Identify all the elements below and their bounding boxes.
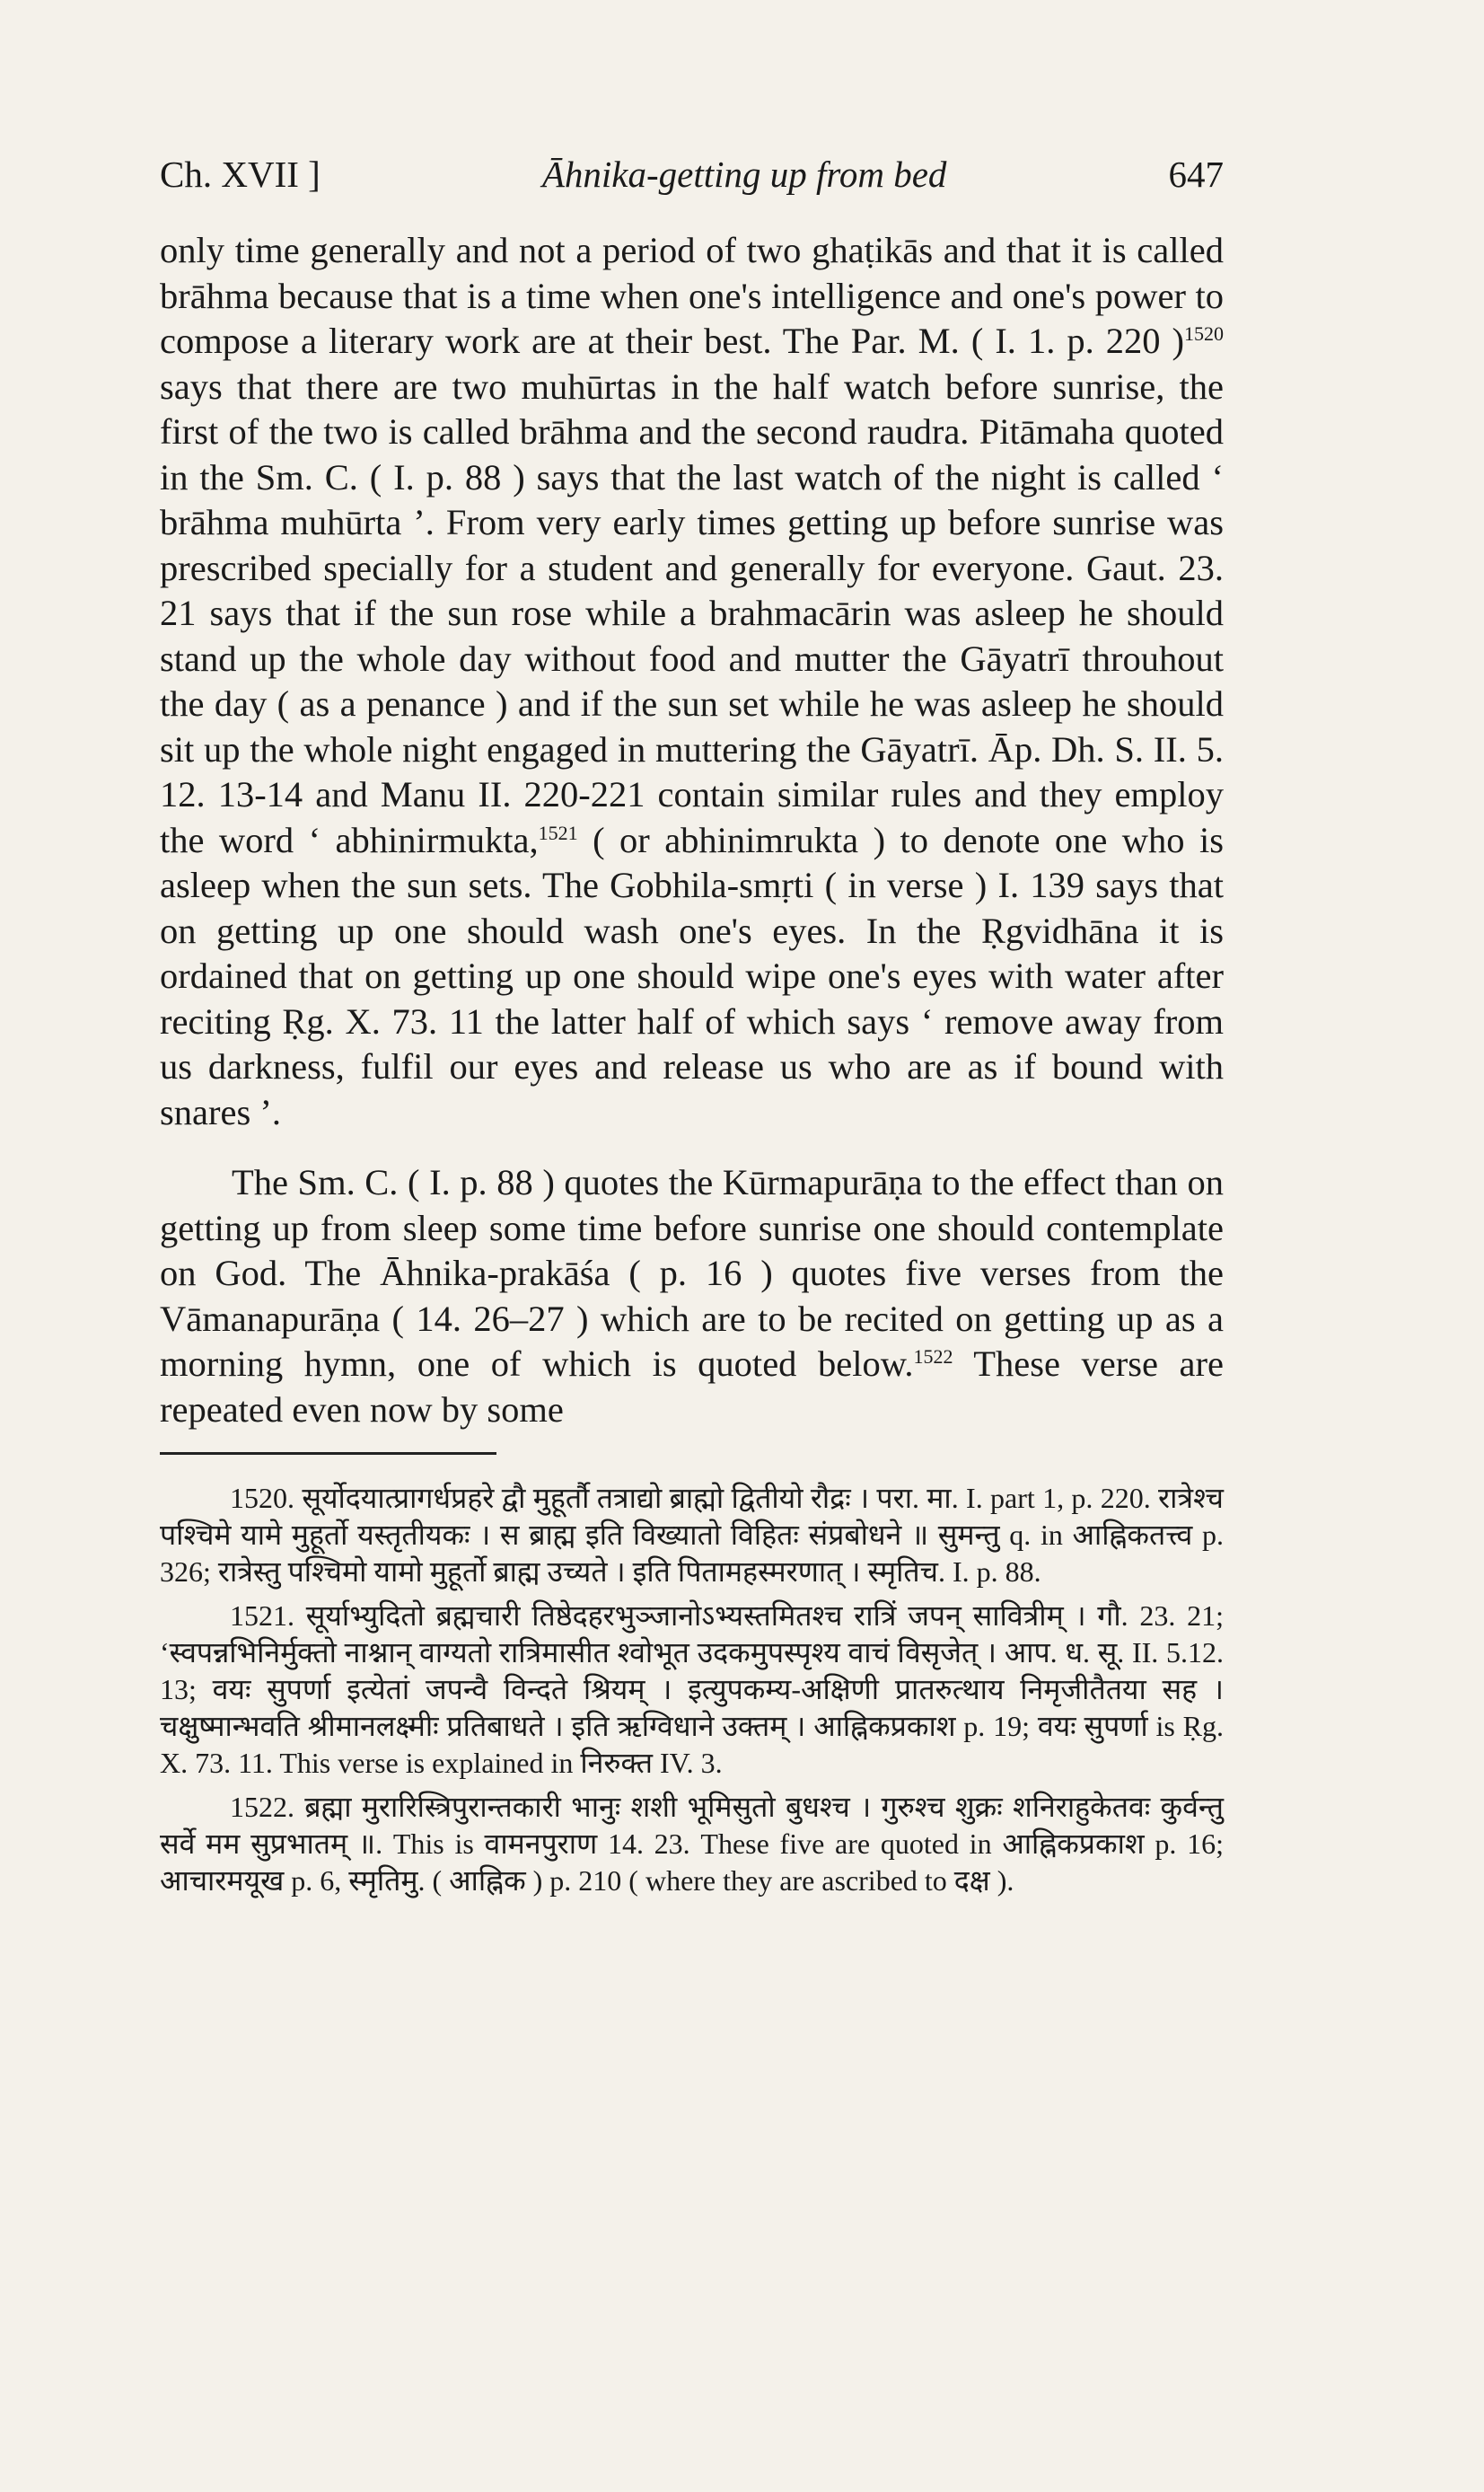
- footnotes: [160, 1480, 1224, 1899]
- footnote: 1520. सूर्योदयात्प्रागर्धप्रहरे द्वौ मुहूर्तौ तत्राद्यो ब्राह्मो द्वितीयो रौद्रः । परा. मा. I. part 1, p. 220. रात्रेश्च पश्चिमे यामे मुहूर्तो यस्तृतीयकः । स ब्राह्म इति विख्यातो विहितः संप्रबोधने ॥ सुमन्तु q. in आह्निकतत्त्व p. 326; रात्रेस्तु पश्चिमो यामो मुहूर्तो ब्राह्म उच्यते । इति पितामहस्मरणात् । स्मृतिच. I. p. 88.: [160, 1482, 1224, 1588]
- main-text: [160, 228, 1224, 1432]
- page-number: 647: [1168, 154, 1224, 195]
- footnote-ref: 1520: [1184, 322, 1224, 345]
- footnote: 1522. ब्रह्मा मुरारिस्त्रिपुरान्तकारी भानुः शशी भूमिसुतो बुधश्च । गुरुश्च शुक्रः शनिराहुकेतवः कुर्वन्तु सर्वे मम सुप्रभातम् ॥. This is वामनपुराण 14. 23. These five are quoted in आह्निकप्रकाश p. 16; आचारमयूख p. 6, स्मृतिमु. ( आह्निक ) p. 210 ( where they are ascribed to दक्ष ).: [160, 1791, 1224, 1897]
- running-title: Āhnika-getting up from bed: [541, 154, 947, 195]
- running-header: [160, 153, 1224, 196]
- footnote-divider: [160, 1452, 496, 1455]
- footnote: 1521. सूर्याभ्युदितो ब्रह्मचारी तिष्ठेदहरभुञ्जानोऽभ्यस्तमितश्च रात्रिं जपन् सावित्रीम् । गौ. 23. 21; ‘स्वपन्नभिनिर्मुक्तो नाश्नान् वाग्यतो रात्रिमासीत श्वोभूत उदकमुपस्पृश्य वाचं विसृजेत् । आप. ध. सू. II. 5.12. 13; वयः सुपर्णा इत्येतां जपन्वै विन्दते श्रियम् । इत्युपकम्य-अक्षिणी प्रातरुत्थाय निमृजीतैतया सह । चक्षुष्मान्भवति श्रीमानलक्ष्मीः प्रतिबाधते । इति ऋग्विधाने उक्तम् । आह्निकप्रकाश p. 19; वयः सुपर्णा is Ṛg. X. 73. 11. This verse is explained in निरुक्त IV. 3.: [160, 1599, 1224, 1779]
- chapter-label: Ch. XVII ]: [160, 154, 321, 195]
- footnote-ref: 1522: [913, 1345, 953, 1368]
- book-page: [160, 153, 1224, 1906]
- footnote-ref: 1521: [538, 821, 578, 844]
- paragraph: only time generally and not a period of two ghaṭikās and that it is called brāhma because that is a time when one's intelligence and one's power to compose a literary work are at their best. The Par. M. ( I. 1. p. 220 )$^{1520}$ says that there are two muhūrtas in the half watch before sunrise, the first of the two is called brāhma and the second raudra. Pitāmaha quoted in the Sm. C. ( I. p. 88 ) says that the last watch of the night is called ‘ brāhma muhūrta ’. From very early times getting up before sunrise was prescribed specially for a student and generally for everyone. Gaut. 23. 21 says that if the sun rose while a brahmacārin was asleep he should stand up the whole day without food and mutter the Gāyatrī throuhout the day ( as a penance ) and if the sun set while he was asleep he should sit up the whole night engaged in muttering the Gāyatrī. Āp. Dh. S. II. 5. 12. 13-14 and Manu II. 220-221 contain similar rules and they employ the word ‘ abhinirmukta,$^{1521}$ ( or abhinimrukta ) to denote one who is asleep when the sun sets. The Gobhila-smṛti ( in verse ) I. 139 says that on getting up one should wash one's eyes. In the Ṛgvidhāna it is ordained that on getting up one should wipe one's eyes with water after reciting Ṛg. X. 73. 11 the latter half of which says ‘ remove away from us darkness, fulfil our eyes and release us who are as if bound with snares ’.: [160, 230, 1224, 1132]
- paragraph: The Sm. C. ( I. p. 88 ) quotes the Kūrmapurāṇa to the effect than on getting up from sleep some time before sunrise one should contemplate on God. The Āhnika-prakāśa ( p. 16 ) quotes five verses from the Vāmanapurāṇa ( 14. 26–27 ) which are to be recited on getting up as a morning hymn, one of which is quoted below.$^{1522}$ These verse are repeated even now by some: [160, 1162, 1224, 1430]
